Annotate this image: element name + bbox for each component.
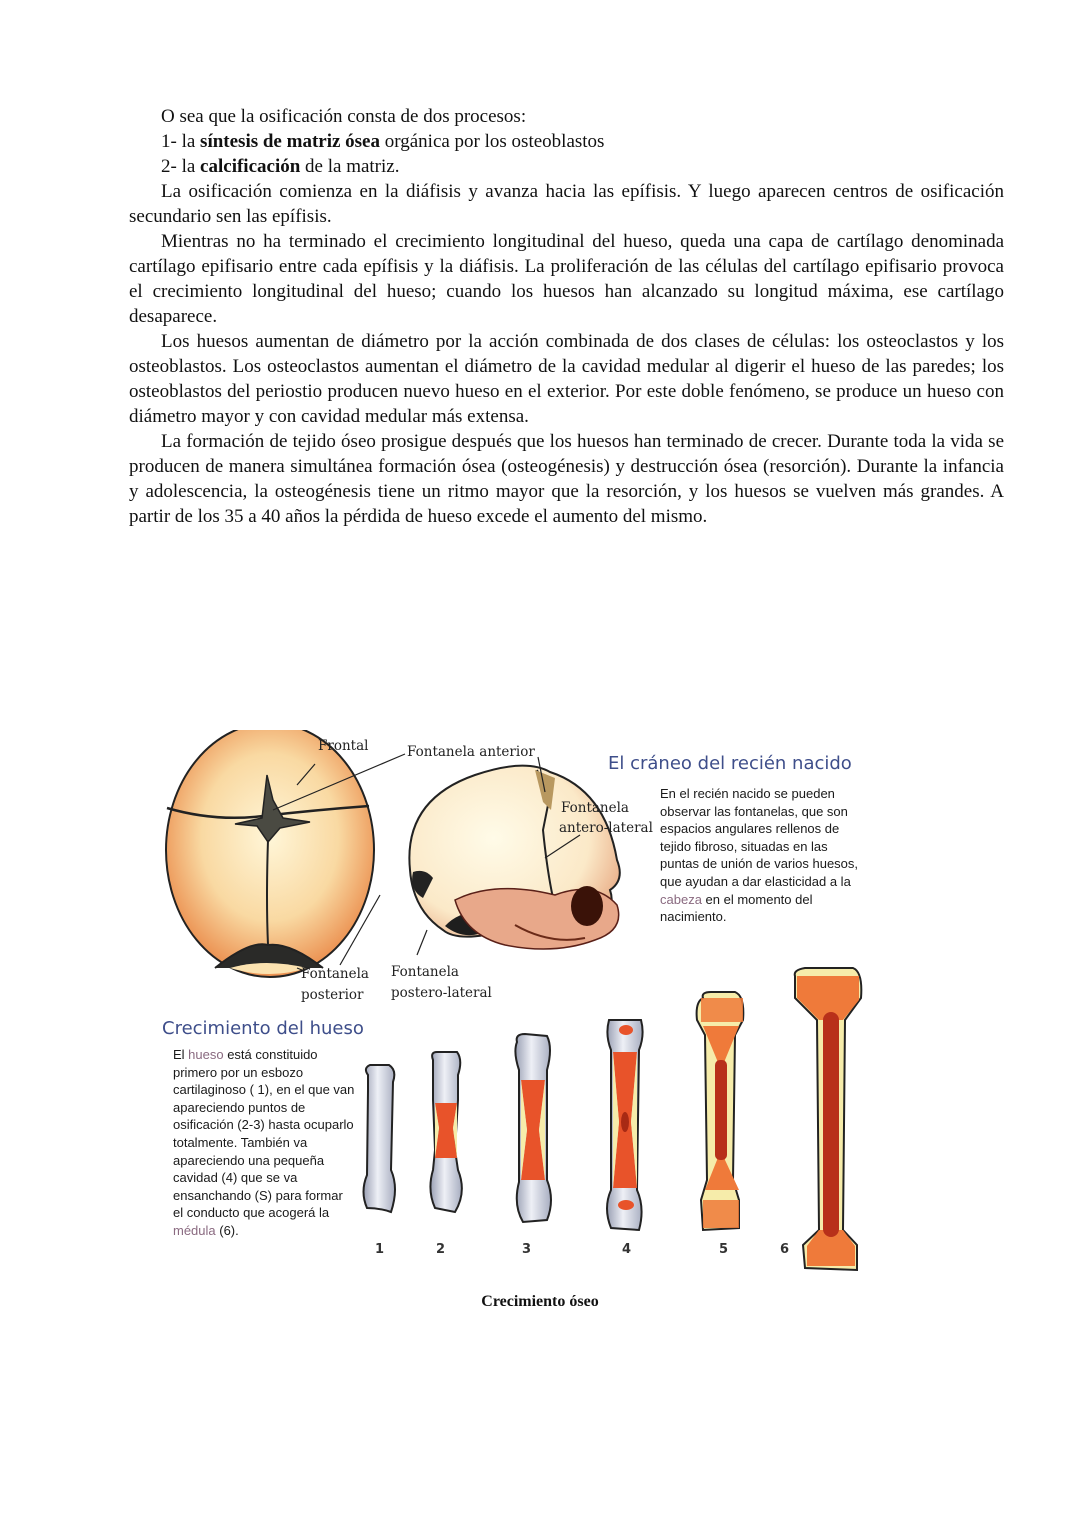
bone-stage-3-icon — [515, 1034, 551, 1222]
bone-growth-title: Crecimiento del hueso — [162, 1018, 364, 1039]
list-item-2: 2- la calcificación de la matriz. — [161, 156, 400, 177]
figure-caption: Crecimiento óseo — [481, 1293, 599, 1310]
bone-number-5: 5 — [719, 1242, 729, 1257]
label-fontanela-anterolateral-1: Fontanela — [561, 800, 629, 816]
intro-line: O sea que la osificación consta de dos procesos: — [161, 106, 527, 127]
bone-number-6: 6 — [780, 1242, 790, 1257]
bone-number-2: 2 — [436, 1242, 446, 1257]
body-text — [129, 104, 1004, 529]
paragraph: La formación de tejido óseo prosigue después que los huesos han terminado de crecer. Durante toda la vida se producen de manera simultánea formación ósea (osteogénesis) y destrucción ósea (resorción). Durante la infancia y adolescencia, la osteogénesis tiene un ritmo mayor que la resorción, y los huesos se vuelven más grandes. A partir de los 35 a 40 años la pérdida de hueso excede el aumento del mismo. — [129, 431, 1004, 527]
skull-title: El cráneo del recién nacido — [608, 753, 852, 774]
bone-number-4: 4 — [622, 1242, 632, 1257]
bone-growth-description: El hueso está constituido primero por un esbozo cartilaginoso ( 1), en el que van apareciendo puntos de osificación (2-3) hasta ocuparlo totalmente. También va apareciendo una pequeña cavidad (4) que se va ensanchando (S) para formar el conducto que acogerá la médula (6). — [173, 1047, 355, 1238]
bone-stage-4-icon — [607, 1020, 643, 1230]
bone-stage-2-icon — [430, 1052, 461, 1212]
bone-stage-6-icon — [795, 968, 862, 1270]
label-fontanela-posterior-2: posterior — [301, 987, 364, 1003]
label-fontanela-posterolateral-2: postero-lateral — [391, 985, 492, 1001]
skull-top-view-icon — [166, 730, 374, 977]
bone-stage-5-icon — [697, 992, 744, 1230]
skull-description: En el recién nacido se pueden observar las fontanelas, que son espacios angulares rellenos de tejido fibroso, situadas en las puntas de unión de varios huesos, que ayudan a dar elasticidad a la cabeza en el momento del nacimiento. — [660, 786, 859, 925]
label-fontanela-posterolateral-1: Fontanela — [391, 964, 459, 980]
paragraph: La osificación comienza en la diáfisis y avanza hacia las epífisis. Y luego aparecen centros de osificación secundario sen las epífisis. — [129, 181, 1004, 227]
paragraph: Los huesos aumentan de diámetro por la acción combinada de dos clases de células: los osteoclastos y los osteoblastos. Los osteoclastos aumentan el diámetro de la cavidad medular al digerir el hueso de las paredes; los osteoblastos del periostio producen nuevo hueso en el exterior. Por este doble fenómeno, se produce un hueso con diámetro mayor y con cavidad medular más extensa. — [129, 331, 1004, 427]
skull-side-view-icon — [409, 766, 619, 949]
label-frontal: Frontal — [318, 738, 369, 754]
label-fontanela-anterior: Fontanela anterior — [407, 744, 535, 760]
list-item-1: 1- la síntesis de matriz ósea orgánica por los osteoblastos — [161, 131, 605, 152]
bone-stage-1-icon — [364, 1065, 396, 1212]
label-fontanela-posterior-1: Fontanela — [301, 966, 369, 982]
label-fontanela-anterolateral-2: antero-lateral — [559, 820, 653, 836]
bone-number-3: 3 — [522, 1242, 532, 1257]
paragraph: Mientras no ha terminado el crecimiento longitudinal del hueso, queda una capa de cartílago denominada cartílago epifisario entre cada epífisis y la diáfisis. La proliferación de las células del cartílago epifisario provoca el crecimiento longitudinal del hueso; cuando los huesos han alcanzado su longitud máxima, ese cartílago desaparece. — [129, 231, 1004, 327]
bone-growth-figure — [155, 730, 875, 1275]
bone-number-1: 1 — [375, 1242, 385, 1257]
